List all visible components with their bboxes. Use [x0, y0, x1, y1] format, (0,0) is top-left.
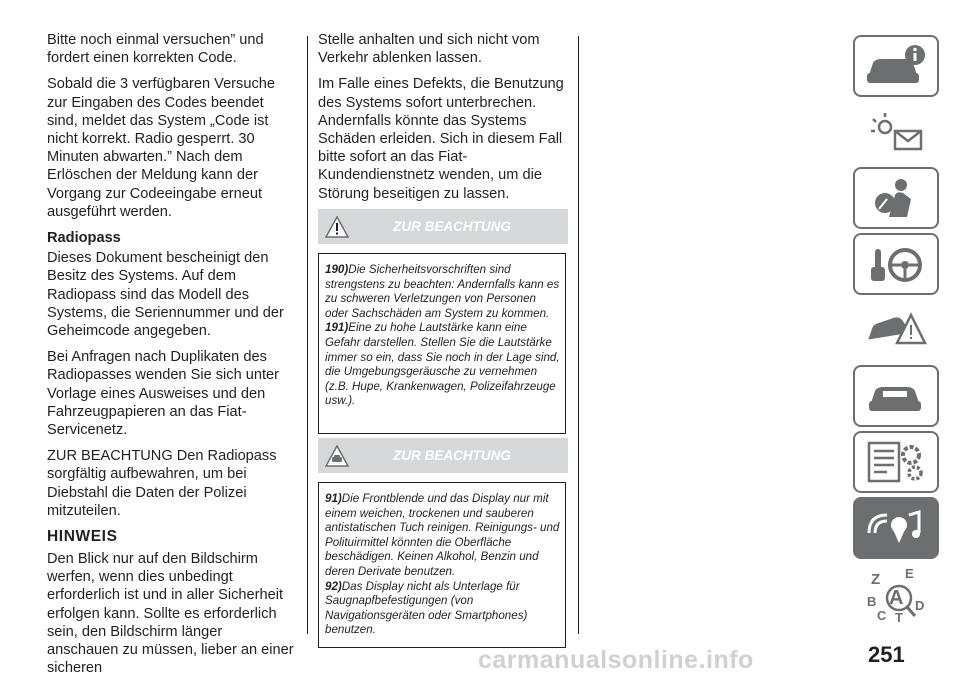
paragraph: Bei Anfragen nach Duplikaten des Radiopasses wenden Sie sich unter Vorlage eines Ausweises und den Fahrzeugpapieren an das Fiat-Servicenetz.	[47, 349, 280, 439]
caution-item	[325, 580, 565, 638]
left-column	[47, 31, 297, 686]
svg-text:C: C	[877, 608, 887, 623]
paragraph: Stelle anhalten und sich nicht vom Verkehr ablenken lassen.	[318, 32, 540, 67]
caution-title: ZUR BEACHTUNG	[393, 448, 511, 463]
paragraph: Bitte noch einmal versuchen” und fordert einen korrekten Code.	[47, 32, 264, 67]
car-breakdown-icon[interactable]	[853, 299, 939, 361]
subheading-radiopass: Radiopass	[47, 230, 121, 247]
right-column	[318, 31, 570, 211]
car-service-icon[interactable]	[853, 365, 939, 427]
alphabetical-index-icon[interactable]	[853, 563, 939, 625]
item-text: Die Frontblende und das Display nur mit einem weichen, trockenen und sauberen antistatischen Tuch reinigen. Reinigungs- und Polituirmittel könnten die Oberfläche beschädigen. Keinen Alkohol, Benzin und deren Derivate benutzen.	[325, 492, 560, 578]
item-text: Die Sicherheitsvorschriften sind strengstens zu beachten: Andernfalls kann es zu schweren Verletzungen von Personen oder Sachschäden am System zu kommen.	[325, 263, 560, 320]
warning-triangle-icon	[318, 209, 356, 244]
paragraph: ZUR BEACHTUNG Den Radiopass sorgfältig aufbewahren, um bei Diebstahl die Daten der Polizei mitzuteilen.	[47, 448, 277, 519]
car-info-icon[interactable]	[853, 35, 939, 97]
key-steering-wheel-icon[interactable]	[853, 233, 939, 295]
seat-airbag-icon[interactable]	[853, 167, 939, 229]
watermark: carmanualsonline.info	[478, 646, 754, 674]
item-number: 91)	[325, 492, 342, 505]
paragraph: Sobald die 3 verfügbaren Versuche zur Eingaben des Codes beendet sind, meldet das System „Code ist nicht korrekt. Radio gesperrt. 30 Minuten abwarten.” Nach dem Erlöschen der Meldung kann der Vorgang zur Codeeingabe erneut ausgeführt werden.	[47, 76, 275, 220]
warning-bar	[318, 209, 568, 244]
column-divider	[578, 36, 579, 634]
page-number: 251	[868, 642, 905, 667]
svg-text:A: A	[889, 587, 904, 609]
svg-text:Z: Z	[871, 571, 881, 588]
paragraph: Den Blick nur auf den Bildschirm werfen, wenn dies unbedingt erforderlich ist und in aller Sicherheit erfolgen kann. Sollte es erforderlich sein, den Bildschirm länger anschauen zu müssen, lieber an einer sicheren	[47, 551, 294, 677]
car-caution-icon	[318, 438, 356, 473]
warning-item	[325, 321, 565, 409]
warning-item	[325, 263, 565, 321]
item-text: Das Display nicht als Unterlage für Saugnapfbefestigungen (von Navigationsgeräten oder Smartphones) benutzen.	[325, 579, 528, 637]
heading-hinweis: HINWEIS	[47, 528, 118, 546]
item-number: 92)	[325, 579, 342, 593]
svg-text:D: D	[915, 598, 925, 613]
technical-data-icon[interactable]	[853, 431, 939, 493]
caution-bar	[318, 438, 568, 473]
item-number: 190)	[325, 263, 349, 276]
multimedia-icon[interactable]	[853, 497, 939, 559]
item-number: 191)	[325, 321, 349, 335]
svg-text:B: B	[867, 594, 877, 609]
paragraph: Im Falle eines Defekts, die Benutzung des Systems sofort unterbrechen. Andernfalls könnte das Systems Schäden erleiden. Sich in diesem Fall bitte sofort an das Fiat-Kundendienstnetz wenden, um die Störung beseitigen zu lassen.	[318, 76, 564, 202]
warning-box	[318, 253, 566, 434]
column-divider	[307, 36, 308, 634]
paragraph: Dieses Dokument bescheinigt den Besitz des Systems. Auf dem Radiopass sind das Modell des Systems, die Seriennummer und der Geheimcode angegeben.	[47, 250, 284, 340]
dashboard-lights-icon[interactable]	[853, 101, 939, 163]
item-text: Eine zu hohe Lautstärke kann eine Gefahr darstellen. Stellen Sie die Lautstärke immer so ein, dass Sie noch in der Lage sind, die Umgebungsgeräusche zu vernehmen (z.B. Hupe, Krankenwagen, Polizeifahrzeuge usw.).	[325, 321, 560, 408]
caution-item	[325, 492, 565, 580]
caution-box	[318, 482, 566, 648]
warning-title: ZUR BEACHTUNG	[393, 219, 511, 234]
svg-text:E: E	[905, 566, 914, 581]
svg-text:T: T	[895, 610, 903, 624]
